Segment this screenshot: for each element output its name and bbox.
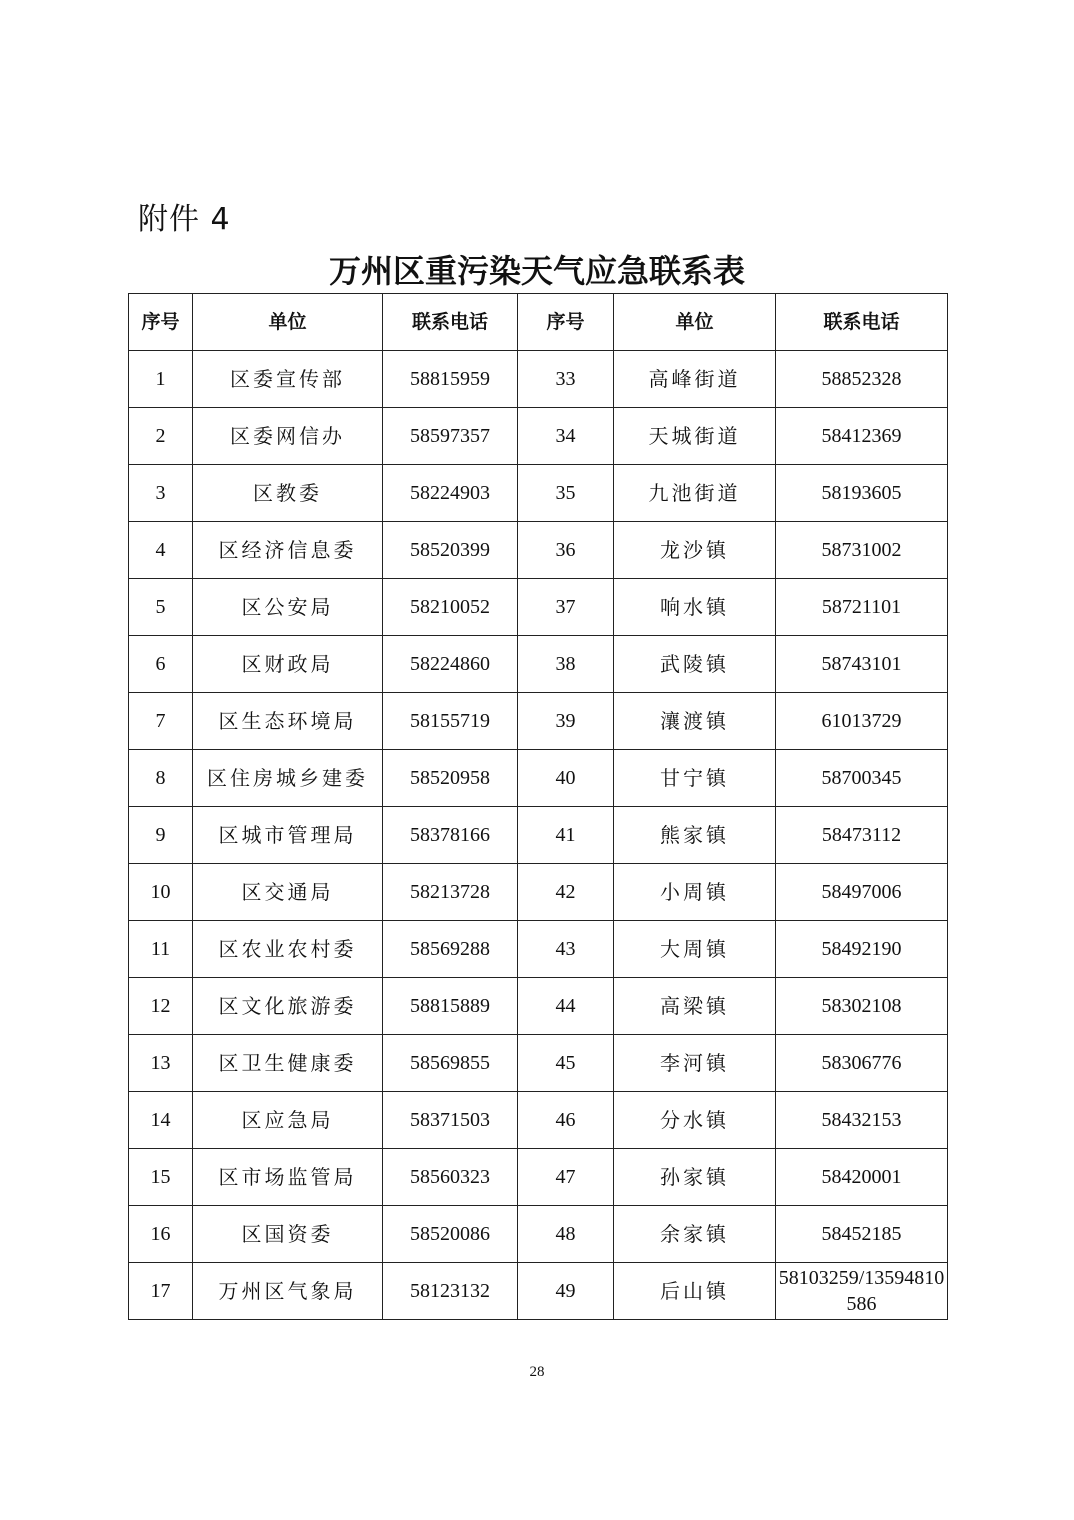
serial-cell: 34 <box>518 408 614 465</box>
serial-cell: 35 <box>518 465 614 522</box>
header-unit: 单位 <box>614 294 776 351</box>
header-serial: 序号 <box>518 294 614 351</box>
unit-cell: 高梁镇 <box>614 978 776 1035</box>
phone-cell: 58103259/13594810586 <box>776 1263 948 1320</box>
table-row <box>129 636 948 693</box>
contact-table <box>128 293 948 1320</box>
table-row <box>129 1092 948 1149</box>
serial-cell: 5 <box>129 579 193 636</box>
phone-cell: 58155719 <box>383 693 518 750</box>
unit-cell: 区委网信办 <box>193 408 383 465</box>
unit-cell: 天城街道 <box>614 408 776 465</box>
header-phone: 联系电话 <box>776 294 948 351</box>
unit-cell: 区生态环境局 <box>193 693 383 750</box>
unit-cell: 龙沙镇 <box>614 522 776 579</box>
phone-cell: 58520958 <box>383 750 518 807</box>
unit-cell: 小周镇 <box>614 864 776 921</box>
table-row <box>129 864 948 921</box>
serial-cell: 7 <box>129 693 193 750</box>
phone-cell: 58721101 <box>776 579 948 636</box>
phone-cell: 58378166 <box>383 807 518 864</box>
unit-cell: 区住房城乡建委 <box>193 750 383 807</box>
header-unit: 单位 <box>193 294 383 351</box>
phone-cell: 58123132 <box>383 1263 518 1320</box>
phone-cell: 58560323 <box>383 1149 518 1206</box>
table-header-row <box>129 294 948 351</box>
unit-cell: 区农业农村委 <box>193 921 383 978</box>
table-row <box>129 522 948 579</box>
serial-cell: 40 <box>518 750 614 807</box>
serial-cell: 44 <box>518 978 614 1035</box>
unit-cell: 区委宣传部 <box>193 351 383 408</box>
serial-cell: 43 <box>518 921 614 978</box>
table-row <box>129 693 948 750</box>
phone-cell: 58497006 <box>776 864 948 921</box>
serial-cell: 1 <box>129 351 193 408</box>
serial-cell: 41 <box>518 807 614 864</box>
phone-cell: 58597357 <box>383 408 518 465</box>
phone-cell: 58743101 <box>776 636 948 693</box>
serial-cell: 15 <box>129 1149 193 1206</box>
unit-cell: 分水镇 <box>614 1092 776 1149</box>
table-row <box>129 1035 948 1092</box>
unit-cell: 区国资委 <box>193 1206 383 1263</box>
phone-cell: 58432153 <box>776 1092 948 1149</box>
unit-cell: 高峰街道 <box>614 351 776 408</box>
phone-cell: 61013729 <box>776 693 948 750</box>
unit-cell: 响水镇 <box>614 579 776 636</box>
phone-cell: 58852328 <box>776 351 948 408</box>
serial-cell: 6 <box>129 636 193 693</box>
page-number: 28 <box>529 1364 545 1380</box>
phone-cell: 58213728 <box>383 864 518 921</box>
unit-cell: 后山镇 <box>614 1263 776 1320</box>
unit-cell: 孙家镇 <box>614 1149 776 1206</box>
serial-cell: 10 <box>129 864 193 921</box>
table-row <box>129 408 948 465</box>
phone-cell: 58371503 <box>383 1092 518 1149</box>
phone-cell: 58520399 <box>383 522 518 579</box>
header-serial: 序号 <box>129 294 193 351</box>
unit-cell: 区教委 <box>193 465 383 522</box>
unit-cell: 瀼渡镇 <box>614 693 776 750</box>
phone-cell: 58193605 <box>776 465 948 522</box>
phone-cell: 58700345 <box>776 750 948 807</box>
table-row <box>129 750 948 807</box>
phone-cell: 58473112 <box>776 807 948 864</box>
serial-cell: 13 <box>129 1035 193 1092</box>
serial-cell: 3 <box>129 465 193 522</box>
unit-cell: 熊家镇 <box>614 807 776 864</box>
serial-cell: 2 <box>129 408 193 465</box>
header-phone: 联系电话 <box>383 294 518 351</box>
unit-cell: 区财政局 <box>193 636 383 693</box>
serial-cell: 8 <box>129 750 193 807</box>
serial-cell: 38 <box>518 636 614 693</box>
table-row <box>129 465 948 522</box>
serial-cell: 16 <box>129 1206 193 1263</box>
serial-cell: 11 <box>129 921 193 978</box>
unit-cell: 区市场监管局 <box>193 1149 383 1206</box>
phone-cell: 58520086 <box>383 1206 518 1263</box>
serial-cell: 33 <box>518 351 614 408</box>
serial-cell: 42 <box>518 864 614 921</box>
phone-cell: 58815889 <box>383 978 518 1035</box>
serial-cell: 47 <box>518 1149 614 1206</box>
table-row <box>129 978 948 1035</box>
serial-cell: 39 <box>518 693 614 750</box>
unit-cell: 区卫生健康委 <box>193 1035 383 1092</box>
serial-cell: 14 <box>129 1092 193 1149</box>
phone-cell: 58412369 <box>776 408 948 465</box>
phone-cell: 58452185 <box>776 1206 948 1263</box>
unit-cell: 区交通局 <box>193 864 383 921</box>
phone-cell: 58815959 <box>383 351 518 408</box>
unit-cell: 余家镇 <box>614 1206 776 1263</box>
serial-cell: 49 <box>518 1263 614 1320</box>
unit-cell: 区经济信息委 <box>193 522 383 579</box>
unit-cell: 九池街道 <box>614 465 776 522</box>
table-row <box>129 1263 948 1320</box>
table-row <box>129 807 948 864</box>
unit-cell: 甘宁镇 <box>614 750 776 807</box>
phone-cell: 58224903 <box>383 465 518 522</box>
phone-cell: 58224860 <box>383 636 518 693</box>
page-title: 万州区重污染天气应急联系表 <box>328 252 745 290</box>
unit-cell: 区城市管理局 <box>193 807 383 864</box>
phone-cell: 58569288 <box>383 921 518 978</box>
phone-cell: 58306776 <box>776 1035 948 1092</box>
unit-cell: 李河镇 <box>614 1035 776 1092</box>
unit-cell: 区公安局 <box>193 579 383 636</box>
serial-cell: 37 <box>518 579 614 636</box>
unit-cell: 大周镇 <box>614 921 776 978</box>
table-row <box>129 921 948 978</box>
phone-cell: 58569855 <box>383 1035 518 1092</box>
unit-cell: 区文化旅游委 <box>193 978 383 1035</box>
serial-cell: 9 <box>129 807 193 864</box>
serial-cell: 36 <box>518 522 614 579</box>
table-row <box>129 1149 948 1206</box>
phone-cell: 58731002 <box>776 522 948 579</box>
serial-cell: 4 <box>129 522 193 579</box>
table-row <box>129 579 948 636</box>
serial-cell: 17 <box>129 1263 193 1320</box>
serial-cell: 12 <box>129 978 193 1035</box>
unit-cell: 武陵镇 <box>614 636 776 693</box>
phone-cell: 58302108 <box>776 978 948 1035</box>
phone-cell: 58210052 <box>383 579 518 636</box>
serial-cell: 46 <box>518 1092 614 1149</box>
serial-cell: 48 <box>518 1206 614 1263</box>
attachment-label: 附件 4 <box>138 202 231 237</box>
table-row <box>129 1206 948 1263</box>
phone-cell: 58420001 <box>776 1149 948 1206</box>
table-row <box>129 351 948 408</box>
unit-cell: 区应急局 <box>193 1092 383 1149</box>
unit-cell: 万州区气象局 <box>193 1263 383 1320</box>
phone-cell: 58492190 <box>776 921 948 978</box>
serial-cell: 45 <box>518 1035 614 1092</box>
